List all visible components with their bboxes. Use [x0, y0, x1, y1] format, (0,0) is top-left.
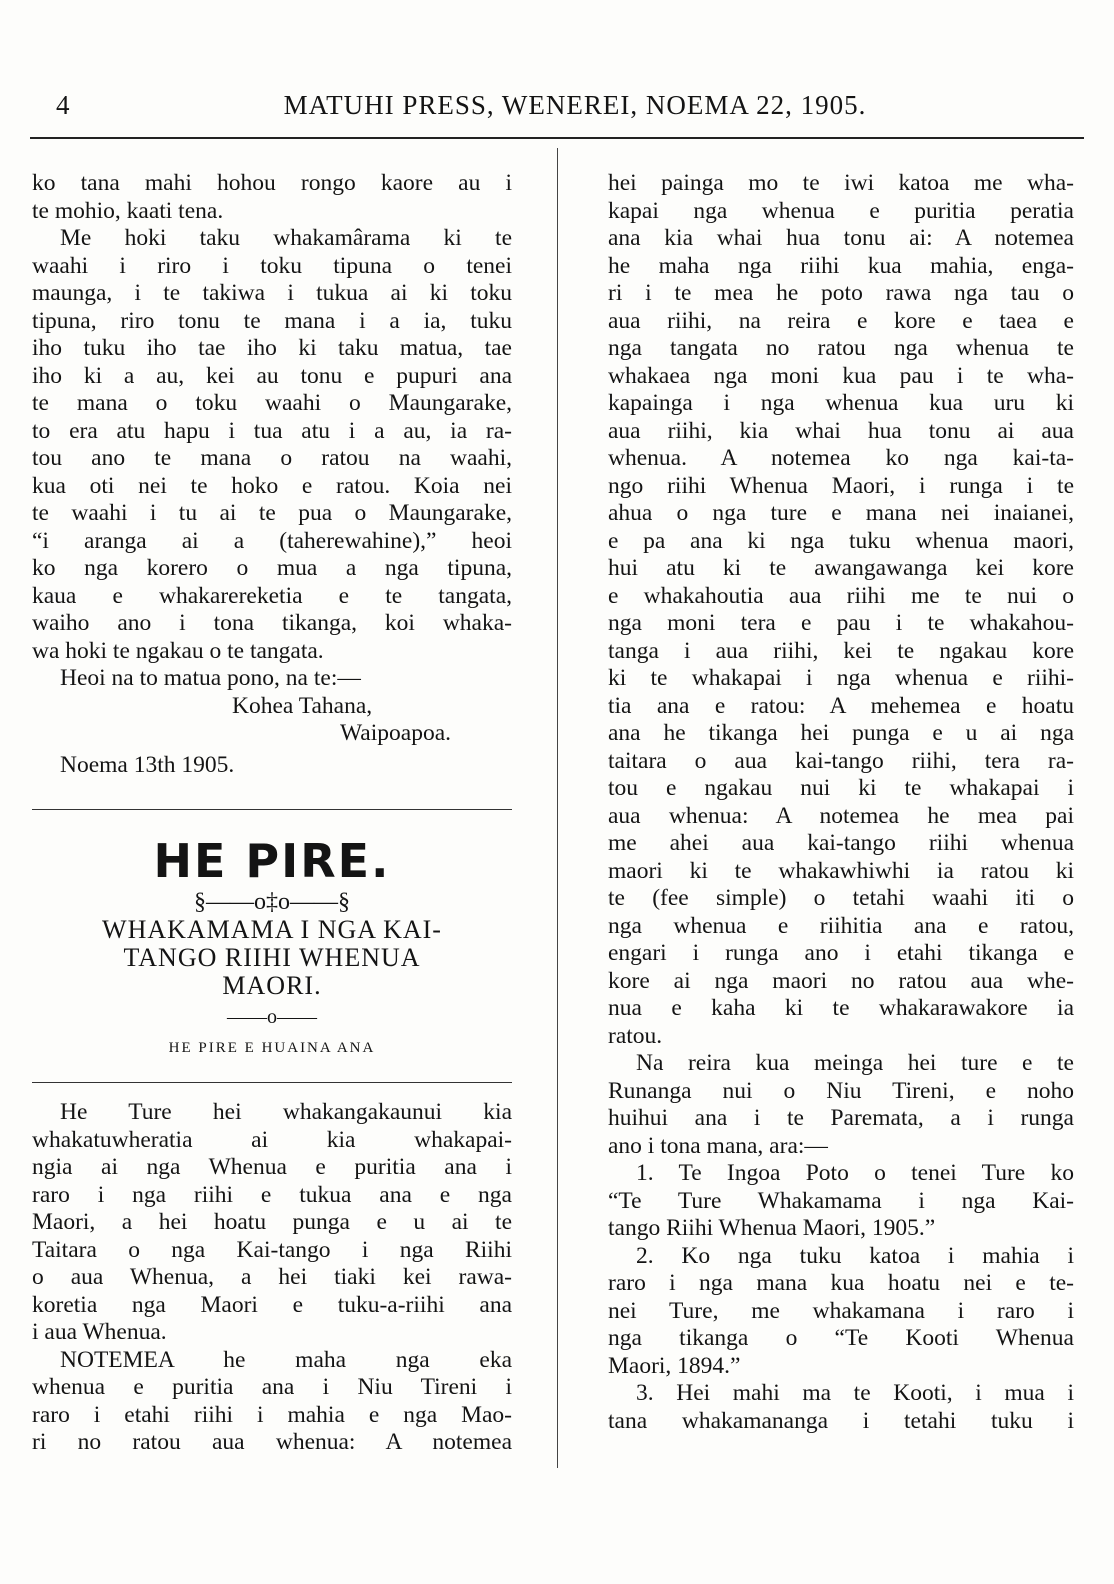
- text-line: tanga i aua riihi, kei te ngakau kore: [608, 637, 1074, 664]
- subtitle-line: WHAKAMAMA I NGA KAI-: [102, 915, 442, 944]
- text-line: engari i runga ano i etahi tikanga e: [608, 940, 1074, 966]
- text-line: Runanga nui o Niu Tireni, e noho: [608, 1077, 1074, 1104]
- text-line: 3. Hei mahi ma te Kooti, i mua i: [636, 1380, 1074, 1406]
- preamble-paragraph: [32, 1099, 512, 1347]
- text-line: tipuna, riro tonu te mana i a ia, tuku: [32, 307, 512, 334]
- text-line: Taitara o nga Kai-tango i nga Riihi: [32, 1236, 512, 1263]
- text-line: me ahei aua kai-tango riihi whenua: [608, 830, 1074, 856]
- text-line: ratou.: [608, 1022, 663, 1049]
- text-line: kua oti nei te hoko e ratou. Koia nei: [32, 472, 512, 499]
- text-line: huihui ana i te Paremata, a i runga: [608, 1105, 1074, 1131]
- text-line: NOTEMEA he maha nga eka: [60, 1346, 512, 1373]
- preamble-continuation: [608, 170, 1074, 1050]
- bill-title: HE PIRE.: [153, 834, 391, 888]
- text-line: te (fee simple) o tetahi waahi iti o: [608, 885, 1074, 911]
- text-line: te mana o toku waahi o Maungarake,: [32, 390, 512, 416]
- text-line: nga tikanga o “Te Kooti Whenua: [608, 1325, 1074, 1351]
- text-line: ri i te mea he poto rawa nga tau o: [608, 280, 1074, 306]
- text-line: ngo riihi Whenua Maori, i runga i te: [608, 472, 1074, 499]
- text-line: ana kia whai hua tonu ai: A notemea: [608, 225, 1074, 251]
- clause-2: [608, 1243, 1074, 1381]
- text-line: maori ki te whakawhiwhi ia ratou ki: [608, 857, 1074, 884]
- text-line: “Te Ture Whakamama i nga Kai-: [608, 1187, 1074, 1214]
- text-line: Maori, a hei hoatu punga e u ai te: [32, 1209, 512, 1235]
- left-column: [32, 170, 512, 1457]
- text-line: He Ture hei whakangakaunui kia: [60, 1099, 512, 1125]
- text-line: iho tuku iho tae iho ki taku matua, tae: [32, 335, 512, 361]
- masthead: MATUHI PRESS, WENEREI, NOEMA 22, 1905.: [283, 90, 867, 120]
- bill-subtitle: [32, 916, 512, 1000]
- text-line: ngia ai nga Whenua e puritia ana i: [32, 1154, 512, 1180]
- text-line: whenua. A notemea ko nga kai-ta-: [608, 445, 1074, 471]
- clause-3: [608, 1380, 1074, 1435]
- text-line: ri no ratou aua whenua: A notemea: [32, 1429, 512, 1455]
- text-line: e pa ana ki nga tuku whenua maori,: [608, 527, 1074, 554]
- text-line: tana whakamananga i tetahi tuku i: [608, 1407, 1074, 1434]
- text-line: raro i etahi riihi i mahia e nga Mao-: [32, 1401, 512, 1428]
- text-line: kapai nga whenua e puritia peratia: [608, 197, 1074, 224]
- text-line: i aua Whenua.: [32, 1319, 167, 1345]
- text-line: Maori, 1894.”: [608, 1352, 741, 1379]
- letter-paragraph: [32, 170, 512, 225]
- text-line: nga moni tera e pau i te whakahou-: [608, 610, 1074, 636]
- text-line: nua e kaha ki te whakarawakore ia: [608, 995, 1074, 1021]
- text-line: waahi i riro i toku tipuna o tenei: [32, 252, 512, 279]
- text-line: raro i nga riihi e tukua ana e nga: [32, 1181, 512, 1208]
- text-line: ko nga korero o mua a nga tipuna,: [32, 555, 512, 581]
- text-line: iho ki a au, kei au tonu e pupuri ana: [32, 362, 512, 389]
- text-line: ko tana mahi hohou rongo kaore au i: [32, 170, 512, 196]
- text-line: aua riihi, kia whai hua tonu ai aua: [608, 417, 1074, 444]
- text-line: “i aranga ai a (taherewahine),” heoi: [32, 527, 512, 554]
- text-line: hei painga mo te iwi katoa me wha-: [608, 170, 1074, 196]
- text-line: 1. Te Ingoa Poto o tenei Ture ko: [636, 1160, 1074, 1186]
- text-line: kapainga i nga whenua kua uru ki: [608, 390, 1074, 416]
- text-line: nga whenua e riihitia ana e ratou,: [608, 912, 1074, 939]
- text-line: o aua Whenua, a hei tiaki kei rawa-: [32, 1264, 512, 1290]
- text-line: kaua e whakarereketia e te tangata,: [32, 582, 512, 609]
- text-line: wa hoki te ngakau o te tangata.: [32, 637, 324, 664]
- text-line: hui atu ki te awangawanga kei kore: [608, 555, 1074, 581]
- text-line: waiho ano i tona tikanga, koi whaka-: [32, 610, 512, 636]
- text-line: ana he tikanga hei punga e u ai nga: [608, 720, 1074, 746]
- text-line: he maha nga riihi kua mahia, enga-: [608, 252, 1074, 279]
- text-line: e whakahoutia aua riihi me te nui o: [608, 582, 1074, 609]
- letter-signoff: Heoi na to matua pono, na te:—: [60, 665, 361, 691]
- text-line: tia ana e ratou: A mehemea e hoatu: [608, 692, 1074, 719]
- letter-date: Noema 13th 1905.: [60, 751, 235, 778]
- text-line: nei Ture, me whakamana i raro i: [608, 1297, 1074, 1324]
- text-line: aua whenua: A notemea he mea pai: [608, 802, 1074, 829]
- text-line: whakatuwheratia ai kia whakapai-: [32, 1126, 512, 1153]
- text-line: tou e ngakau nui ki te whakapai i: [608, 775, 1074, 801]
- signature-name: Kohea Tahana,: [232, 692, 373, 719]
- page-header: [40, 86, 1080, 130]
- enacting-paragraph: [608, 1050, 1074, 1160]
- text-line: tou ano te mana o ratou na waahi,: [32, 445, 512, 471]
- small-ornament-rule: ——o——: [227, 1006, 317, 1028]
- text-line: koretia nga Maori e tuku-a-riihi ana: [32, 1291, 512, 1318]
- text-line: ahua o nga ture e mana nei inaianei,: [608, 500, 1074, 526]
- text-line: to era atu hapu i tua atu i a au, ia ra-: [32, 417, 512, 444]
- notemea-paragraph: [32, 1347, 512, 1457]
- subtitle-line: MAORI.: [222, 971, 322, 1000]
- text-line: raro i nga mana kua hoatu nei e te-: [608, 1270, 1074, 1296]
- ornament: §——o‡o——§: [194, 889, 350, 915]
- text-line: whakaea nga moni kua pau i te wha-: [608, 362, 1074, 389]
- bill-intro: HE PIRE E HUAINA ANA: [168, 1040, 376, 1056]
- column-divider: [557, 148, 558, 1468]
- text-line: nga tangata no ratou nga whenua te: [608, 335, 1074, 361]
- page-number: 4: [56, 90, 71, 120]
- text-line: te waahi i tu ai te pua o Maungarake,: [32, 500, 512, 526]
- text-line: aua riihi, na reira e kore e taea e: [608, 307, 1074, 334]
- text-line: te mohio, kaati tena.: [32, 197, 224, 224]
- text-line: ano i tona mana, ara:—: [608, 1132, 828, 1159]
- text-line: whenua e puritia ana i Niu Tireni i: [32, 1374, 512, 1400]
- text-line: Na reira kua meinga hei ture e te: [636, 1050, 1074, 1076]
- letter-paragraph: [32, 225, 512, 665]
- signature-place: Waipoapoa.: [340, 720, 451, 746]
- text-line: tango Riihi Whenua Maori, 1905.”: [608, 1215, 936, 1241]
- text-line: taitara o aua kai-tango riihi, tera ra-: [608, 747, 1074, 774]
- text-line: maunga, i te takiwa i tukua ai ki toku: [32, 280, 512, 306]
- text-line: ki te whakapai i nga whenua e riihi-: [608, 665, 1074, 691]
- clause-1: [608, 1160, 1074, 1243]
- section-rule: [32, 809, 512, 810]
- text-line: 2. Ko nga tuku katoa i mahia i: [636, 1242, 1074, 1269]
- right-column: [608, 170, 1074, 1435]
- text-line: kore ai nga maori no ratou aua whe-: [608, 967, 1074, 994]
- text-line: Me hoki taku whakamârama ki te: [60, 225, 512, 251]
- subtitle-line: TANGO RIIHI WHENUA: [123, 943, 421, 972]
- header-rule: [30, 137, 1084, 139]
